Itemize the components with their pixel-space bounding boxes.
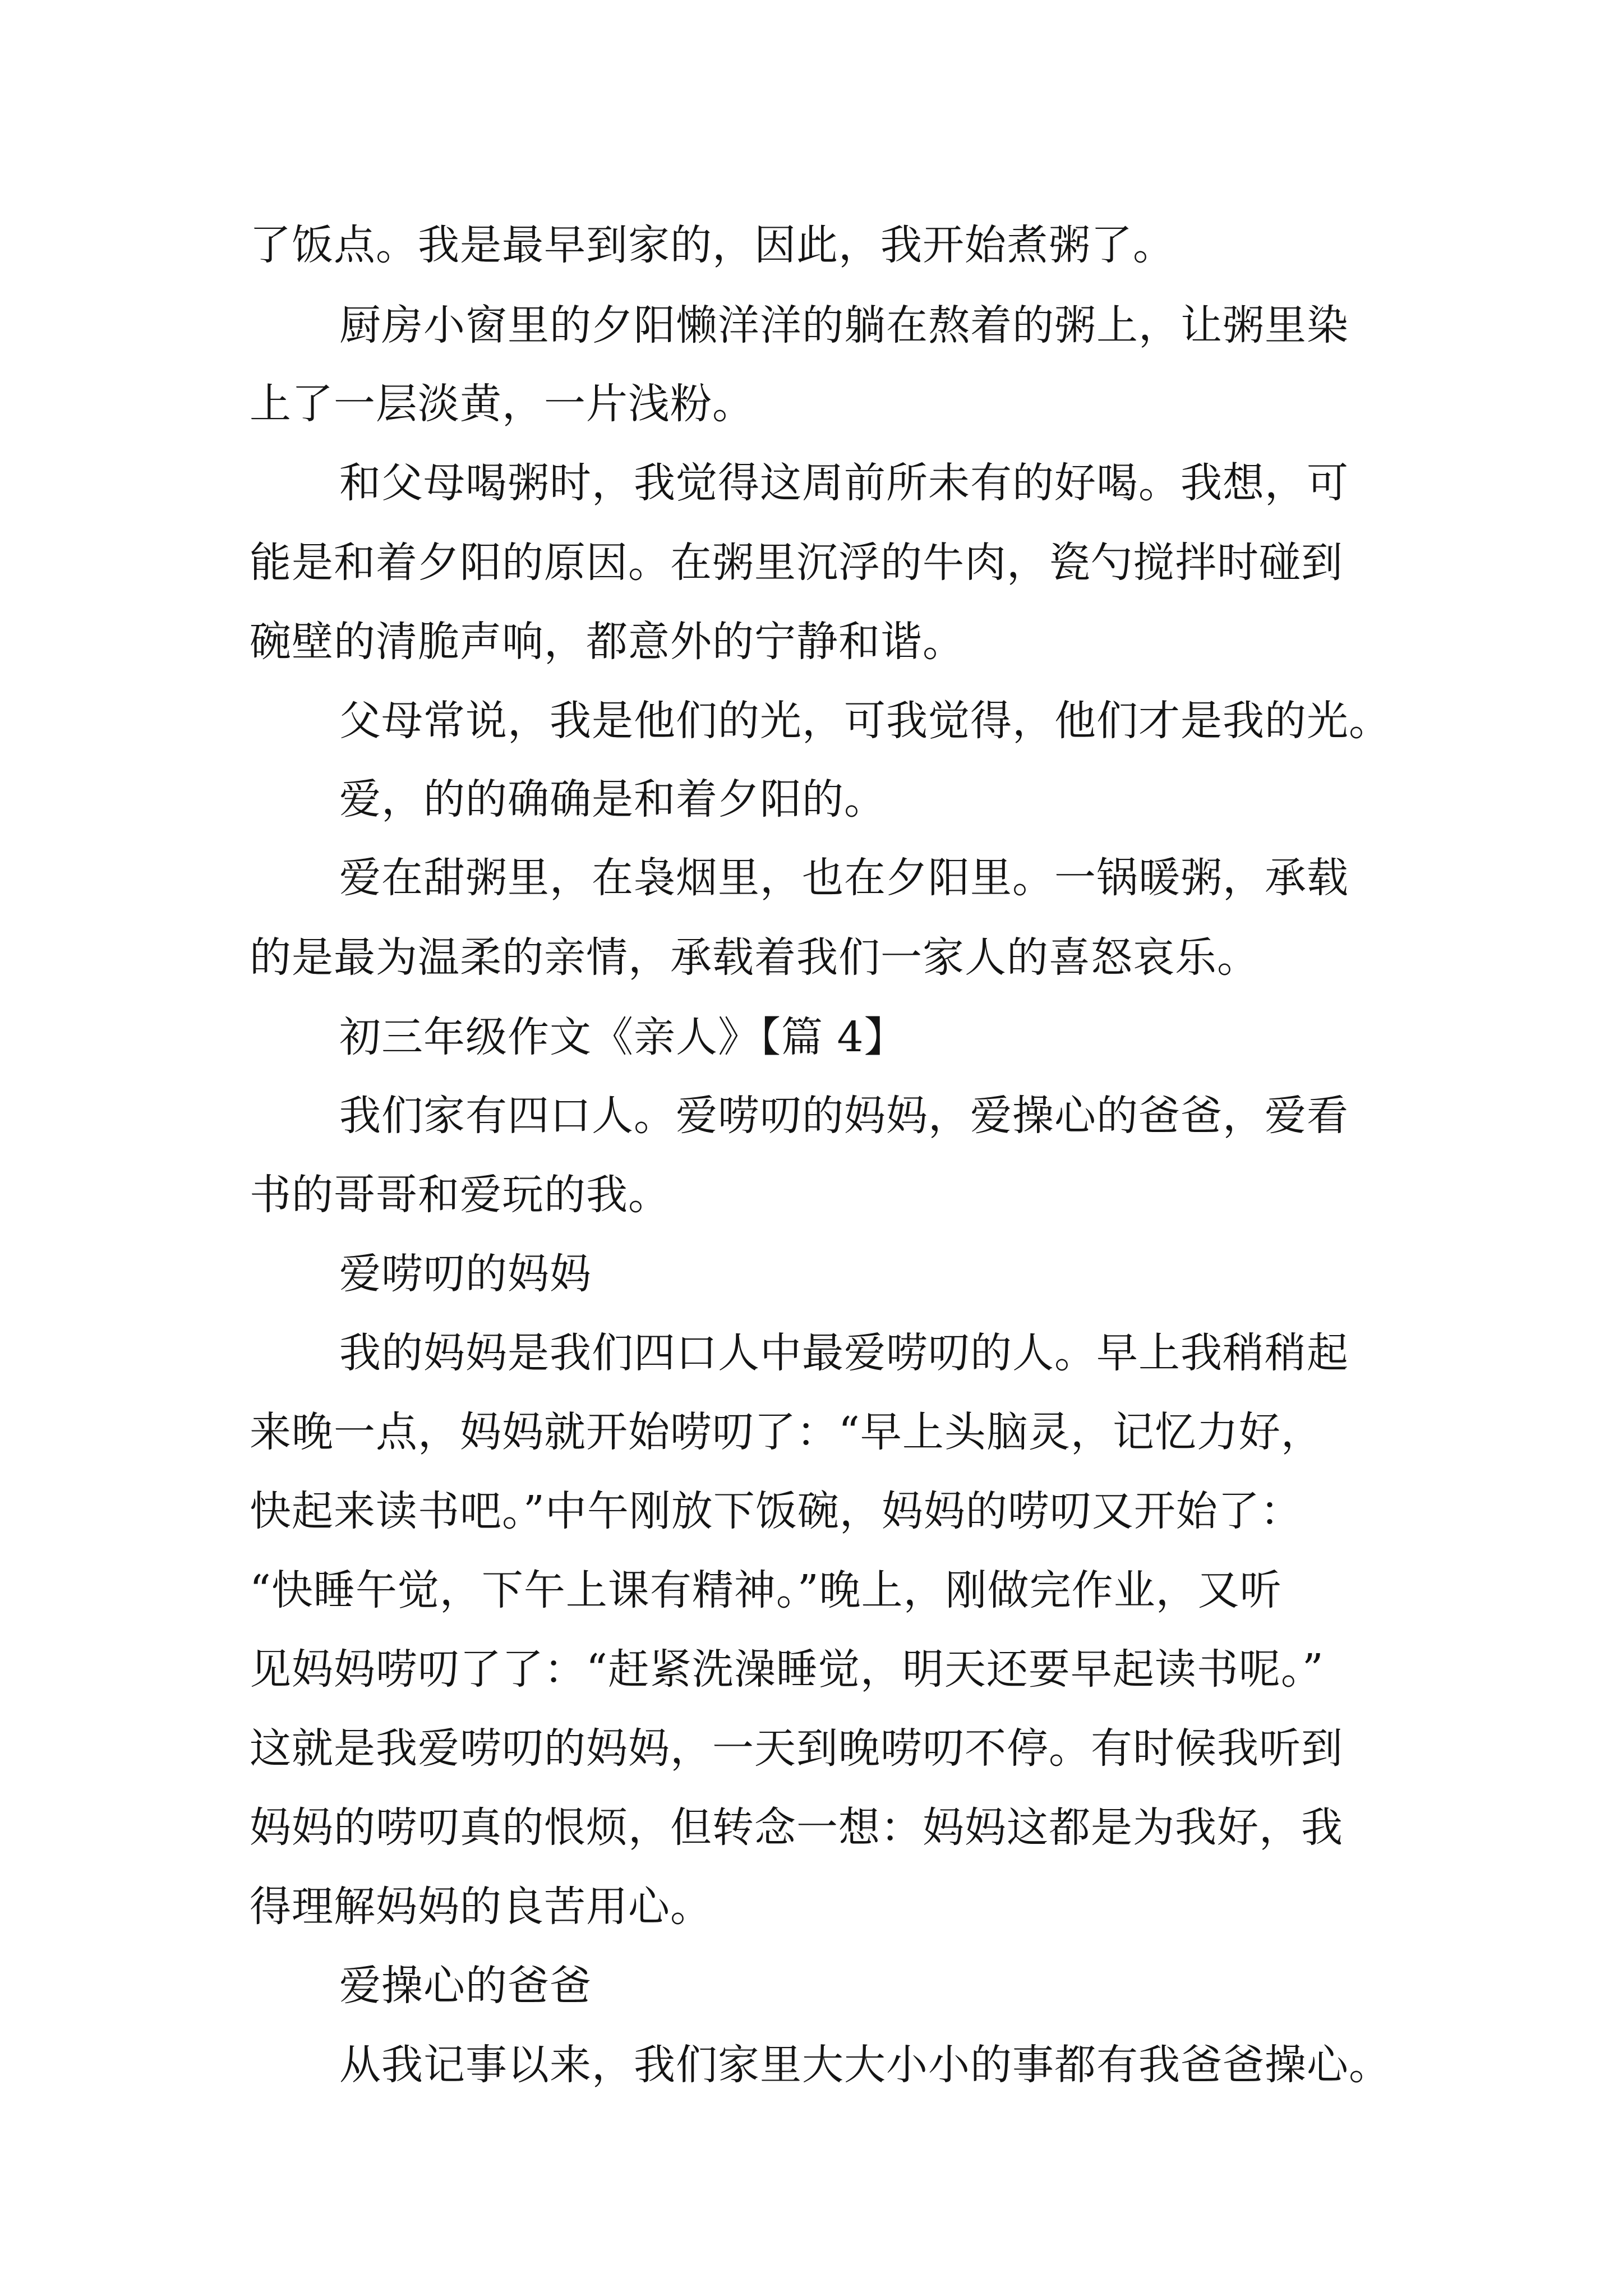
text-line: 的是最为温柔的亲情，承载着我们一家人的喜怒哀乐。 <box>250 933 1259 982</box>
text-line: 父母常说，我是他们的光，可我觉得，他们才是我的光。 <box>339 697 1391 745</box>
text-line: 这就是我爱唠叨的妈妈，一天到晚唠叨不停。有时候我听到 <box>250 1724 1343 1773</box>
text-line: 和父母喝粥时，我觉得这周前所未有的好喝。我想，可 <box>339 459 1349 507</box>
subheading: 爱唠叨的妈妈 <box>339 1250 592 1298</box>
text-line: 碗壁的清脆声响，都意外的宁静和谐。 <box>250 618 965 666</box>
text-line: 来晚一点，妈妈就开始唠叨了：“早上头脑灵，记忆力好， <box>250 1408 1323 1456</box>
subheading: 爱操心的爸爸 <box>339 1962 592 2010</box>
text-line: 妈妈的唠叨真的恨烦，但转念一想：妈妈这都是为我好，我 <box>250 1803 1343 1852</box>
text-line: 我的妈妈是我们四口人中最爱唠叨的人。早上我稍稍起 <box>339 1329 1349 1377</box>
text-line: 快起来读书吧。”中午刚放下饭碗，妈妈的唠叨又开始了： <box>250 1487 1302 1535</box>
text-line: 厨房小窗里的夕阳懒洋洋的躺在熬着的粥上，让粥里染 <box>339 301 1349 349</box>
text-line: 了饭点。我是最早到家的，因此，我开始煮粥了。 <box>250 221 1175 269</box>
text-line: 从我记事以来，我们家里大大小小的事都有我爸爸操心。 <box>339 2041 1391 2089</box>
section-heading: 初三年级作文《亲人》【篇 4】 <box>339 1013 906 1061</box>
text-line: “快睡午觉，下午上课有精神。”晚上，刚做完作业，又听 <box>250 1566 1282 1614</box>
text-line: 书的哥哥和爱玩的我。 <box>250 1171 670 1219</box>
text-line: 能是和着夕阳的原因。在粥里沉浮的牛肉，瓷勺搅拌时碰到 <box>250 539 1343 587</box>
text-line: 我们家有四口人。爱唠叨的妈妈，爱操心的爸爸，爱看 <box>339 1092 1349 1140</box>
text-line: 上了一层淡黄，一片浅粉。 <box>250 380 754 428</box>
text-line: 得理解妈妈的良苦用心。 <box>250 1883 712 1931</box>
text-line: 爱在甜粥里，在袅烟里，也在夕阳里。一锅暖粥，承载 <box>339 854 1349 902</box>
text-line: 见妈妈唠叨了了：“赶紧洗澡睡觉，明天还要早起读书呢。” <box>250 1645 1324 1694</box>
text-line: 爱，的的确确是和着夕阳的。 <box>339 775 886 823</box>
